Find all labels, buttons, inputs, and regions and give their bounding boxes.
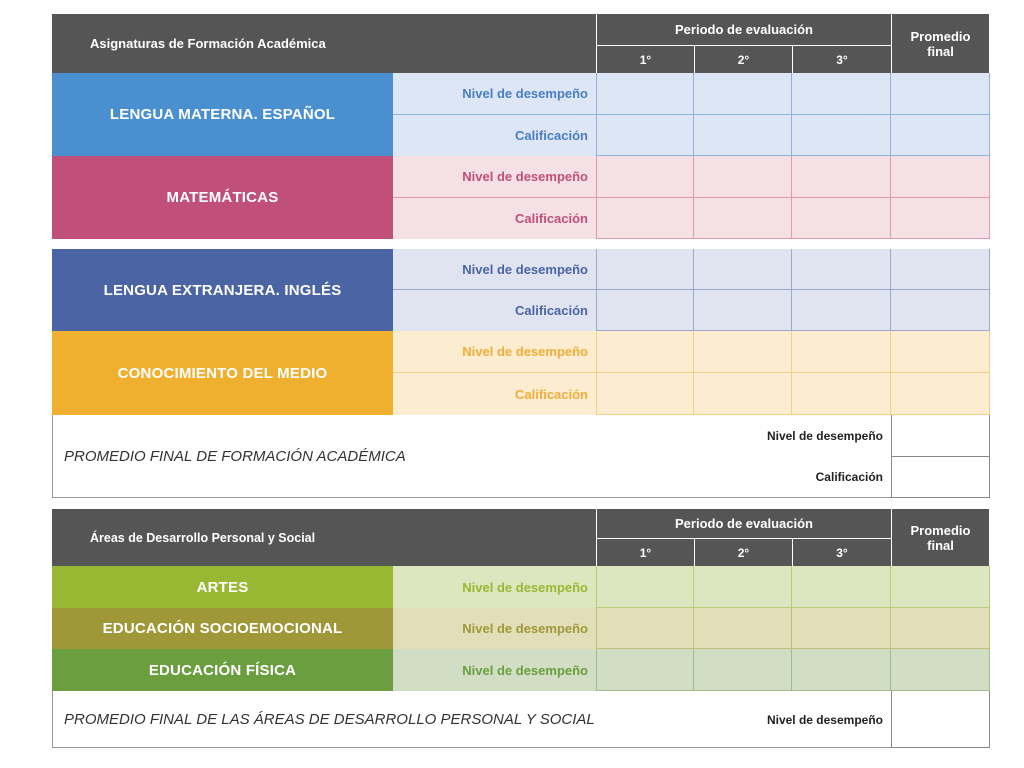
table2-summary-nivel-label: Nivel de desempeño	[766, 712, 883, 727]
table2-period-title: Periodo de evaluación	[675, 516, 813, 531]
table2-cell-r3-c1[interactable]	[596, 649, 694, 691]
table1-cell-r6-c2[interactable]	[694, 290, 792, 331]
table1-final-label: Promedio final	[910, 28, 971, 59]
table1-cell-r8-c2[interactable]	[694, 373, 792, 415]
table1-summary-title-cell	[64, 415, 584, 498]
table1-period-3-header	[792, 45, 891, 73]
table2-cell-r2-c2[interactable]	[694, 608, 792, 649]
table1-cell-r8-c1[interactable]	[596, 373, 694, 415]
table1-period-title: Periodo de evaluación	[675, 22, 813, 37]
table2-final-label: Promedio final	[910, 522, 971, 553]
table1-cell-r1-c2[interactable]	[694, 73, 792, 115]
table1-cell-r1-c1[interactable]	[596, 73, 694, 115]
subject-espanol	[52, 73, 393, 156]
table2-cell-r1-c4[interactable]	[891, 566, 990, 608]
table1-cell-r7-c3[interactable]	[792, 331, 891, 373]
table1-period-1-label: 1°	[639, 52, 652, 67]
table1-cell-r1-c3[interactable]	[792, 73, 891, 115]
ingles-calificacion-label: Calificación	[515, 303, 588, 318]
table1-cell-r4-c2[interactable]	[694, 198, 792, 239]
table2-summary-title: PROMEDIO FINAL DE LAS ÁREAS DE DESARROLLO PERSONAL Y SOCIAL	[64, 711, 595, 728]
artes-nivel-label-cell	[393, 566, 596, 608]
espanol-nivel-label-cell	[393, 73, 596, 115]
table2-header-title-cell	[52, 509, 596, 566]
espanol-calificacion-label: Calificación	[515, 128, 588, 143]
table1-summary-calificacion-label-cell	[596, 456, 891, 498]
table1-final-header	[891, 14, 989, 73]
table1-period-2-header	[694, 45, 792, 73]
table1-cell-r3-c2[interactable]	[694, 156, 792, 198]
medio-calificacion-label: Calificación	[515, 386, 588, 402]
table1-period-title-cell	[596, 14, 891, 45]
matematicas-calificacion-label: Calificación	[515, 211, 588, 226]
table2-final-header	[891, 509, 989, 566]
table1-summary-calificacion-label: Calificación	[815, 470, 883, 484]
table1-summary-title: PROMEDIO FINAL DE FORMACIÓN ACADÉMICA	[64, 448, 406, 465]
medio-calificacion-label-cell	[393, 373, 596, 415]
ingles-calificacion-label-cell	[393, 290, 596, 331]
fisica-nivel-label-cell	[393, 649, 596, 691]
espanol-calificacion-label-cell	[393, 115, 596, 156]
subject-medio	[52, 331, 393, 415]
table2-cell-r1-c1[interactable]	[596, 566, 694, 608]
table1-cell-r7-c2[interactable]	[694, 331, 792, 373]
table1-summary-nivel-label: Nivel de desempeño	[766, 428, 883, 443]
table1-cell-r2-c1[interactable]	[596, 115, 694, 156]
table2-cell-r2-c3[interactable]	[792, 608, 891, 649]
table1-cell-r7-c1[interactable]	[596, 331, 694, 373]
subject-espanol-label: LENGUA MATERNA. ESPAÑOL	[109, 106, 336, 123]
table1-cell-r2-c4[interactable]	[891, 115, 990, 156]
table2-cell-r3-c4[interactable]	[891, 649, 990, 691]
table2-summary-nivel-label-cell	[680, 691, 891, 748]
table1-cell-r6-c3[interactable]	[792, 290, 891, 331]
table1-cell-r5-c2[interactable]	[694, 249, 792, 290]
area-artes-label: ARTES	[196, 578, 249, 596]
table2-cell-r3-c3[interactable]	[792, 649, 891, 691]
area-socioemocional-label: EDUCACIÓN SOCIOEMOCIONAL	[102, 620, 343, 637]
area-fisica-label: EDUCACIÓN FÍSICA	[148, 661, 297, 679]
matematicas-nivel-label: Nivel de desempeño	[462, 169, 588, 184]
table2-header-title: Áreas de Desarrollo Personal y Social	[90, 530, 316, 545]
table1-period-3-label: 3°	[836, 52, 848, 67]
area-fisica	[52, 649, 393, 691]
table2-period-3-label: 3°	[836, 545, 848, 560]
table1-cell-r6-c4[interactable]	[891, 290, 990, 331]
table2-cell-r2-c4[interactable]	[891, 608, 990, 649]
table1-cell-r4-c3[interactable]	[792, 198, 891, 239]
table1-cell-r4-c1[interactable]	[596, 198, 694, 239]
table2-summary-nivel-input[interactable]	[891, 691, 990, 748]
medio-nivel-label: Nivel de desempeño	[462, 344, 588, 359]
table1-cell-r3-c3[interactable]	[792, 156, 891, 198]
table2-period-2-header	[694, 538, 792, 566]
fisica-nivel-label: Nivel de desempeño	[462, 662, 588, 678]
ingles-nivel-label: Nivel de desempeño	[462, 261, 588, 277]
table1-period-2-label: 2°	[737, 52, 750, 67]
table1-summary-calificacion-input[interactable]	[891, 456, 990, 498]
table2-period-title-cell	[596, 509, 891, 538]
subject-ingles	[52, 249, 393, 331]
table1-header-title: Asignaturas de Formación Académica	[90, 36, 326, 51]
socioemocional-nivel-label: Nivel de desempeño	[462, 621, 588, 636]
table1-cell-r5-c4[interactable]	[891, 249, 990, 290]
table1-cell-r3-c1[interactable]	[596, 156, 694, 198]
table2-cell-r3-c2[interactable]	[694, 649, 792, 691]
table1-period-1-header	[596, 45, 694, 73]
matematicas-nivel-label-cell	[393, 156, 596, 198]
socioemocional-nivel-label-cell	[393, 608, 596, 649]
table2-period-1-header	[596, 538, 694, 566]
table2-period-3-header	[792, 538, 891, 566]
table1-cell-r7-c4[interactable]	[891, 331, 990, 373]
matematicas-calificacion-label-cell	[393, 198, 596, 239]
table1-cell-r3-c4[interactable]	[891, 156, 990, 198]
table1-cell-r8-c3[interactable]	[792, 373, 891, 415]
subject-matematicas	[52, 156, 393, 239]
ingles-nivel-label-cell	[393, 249, 596, 290]
subject-medio-label: CONOCIMIENTO DEL MEDIO	[117, 364, 328, 382]
table2-cell-r2-c1[interactable]	[596, 608, 694, 649]
table1-summary-nivel-input[interactable]	[891, 415, 990, 457]
table2-summary-title-cell	[64, 691, 684, 748]
medio-nivel-label-cell	[393, 331, 596, 373]
area-socioemocional	[52, 608, 393, 649]
table1-cell-r5-c3[interactable]	[792, 249, 891, 290]
table1-summary-nivel-label-cell	[596, 415, 891, 456]
table1-cell-r6-c1[interactable]	[596, 290, 694, 331]
subject-ingles-label: LENGUA EXTRANJERA. INGLÉS	[103, 281, 342, 299]
artes-nivel-label: Nivel de desempeño	[462, 579, 588, 595]
subject-matematicas-label: MATEMÁTICAS	[166, 189, 279, 206]
table2-period-2-label: 2°	[737, 545, 750, 560]
area-artes	[52, 566, 393, 608]
table1-cell-r2-c3[interactable]	[792, 115, 891, 156]
table2-period-1-label: 1°	[639, 545, 652, 560]
table1-cell-r2-c2[interactable]	[694, 115, 792, 156]
table1-cell-r8-c4[interactable]	[891, 373, 990, 415]
table2-cell-r1-c2[interactable]	[694, 566, 792, 608]
table1-cell-r5-c1[interactable]	[596, 249, 694, 290]
espanol-nivel-label: Nivel de desempeño	[462, 86, 588, 101]
table1-cell-r4-c4[interactable]	[891, 198, 990, 239]
table1-header-title-cell	[52, 14, 596, 73]
table1-cell-r1-c4[interactable]	[891, 73, 990, 115]
table2-cell-r1-c3[interactable]	[792, 566, 891, 608]
